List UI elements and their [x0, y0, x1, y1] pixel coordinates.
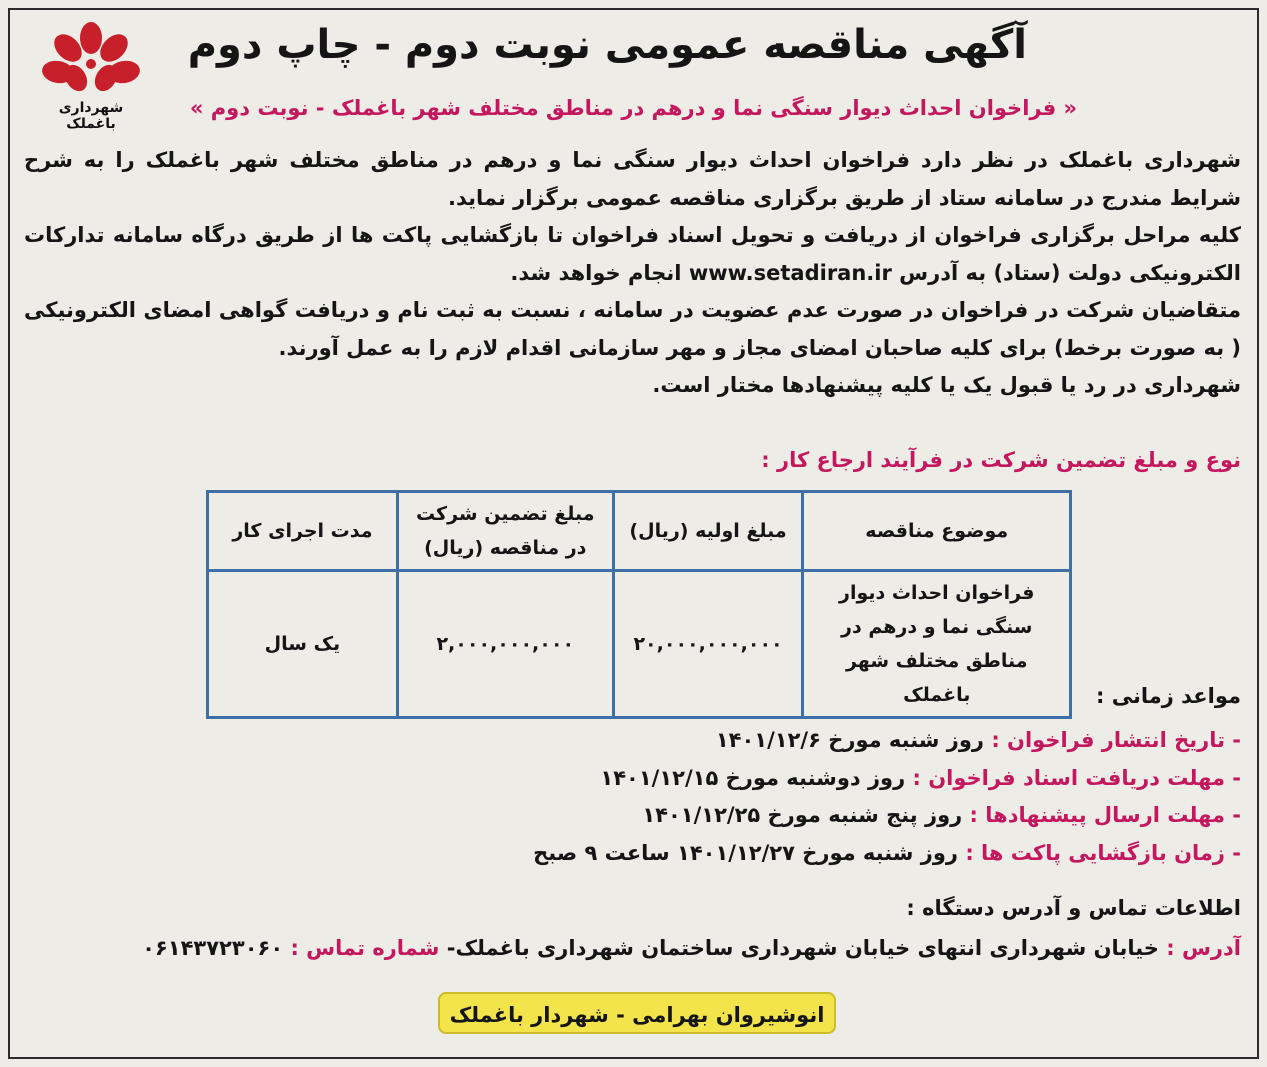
mayor-signature: انوشیروان بهرامی - شهردار باغملک — [438, 992, 836, 1034]
address-text: خیابان شهرداری انتهای خیابان شهرداری ساختمان شهرداری باغملک- — [446, 936, 1159, 960]
cell-guarantee-amount: ۲,۰۰۰,۰۰۰,۰۰۰ — [397, 571, 613, 718]
schedule-value: روز دوشنبه مورخ ۱۴۰۱/۱۲/۱۵ — [600, 765, 906, 790]
notice-title: آگهی مناقصه عمومی نوبت دوم - چاپ دوم — [187, 22, 1027, 68]
notice-body — [24, 142, 1241, 405]
procedure-text: کلیه مراحل برگزاری فراخوان از دریافت و تحویل اسناد فراخوان تا بازگشایی پاکت ها از طریق درگاه سامانه تدارکات الکترونیکی دولت (ستاد) به آدرس — [24, 223, 1241, 285]
logo-text: شهرداری باغملک — [58, 100, 124, 132]
cell-subject: فراخوان احداث دیوار سنگی نما و درهم در مناطق مختلف شهر باغملک — [803, 571, 1071, 718]
flower-emblem-icon — [36, 20, 146, 100]
schedule-list — [533, 722, 1241, 873]
tender-table — [206, 490, 1072, 719]
col-subject: موضوع مناقصه — [803, 492, 1071, 571]
col-initial-amount: مبلغ اولیه (ریال) — [613, 492, 803, 571]
contact-address-line — [142, 936, 1241, 960]
municipality-logo — [36, 20, 146, 132]
col-guarantee-amount: مبلغ تضمین شرکت در مناقصه (ریال) — [397, 492, 613, 571]
procedure-text-end: انجام خواهد شد. — [510, 260, 682, 285]
schedule-value: روز شنبه مورخ ۱۴۰۱/۱۲/۶ — [715, 728, 984, 752]
list-item — [533, 760, 1241, 798]
list-item — [533, 835, 1241, 873]
paragraph-rights: شهرداری در رد یا قبول یک یا کلیه پیشنهادها مختار است. — [652, 373, 1241, 397]
list-item — [533, 722, 1241, 760]
paragraph-registration: متقاضیان شرکت در فراخوان در صورت عدم عضویت در سامانه ، نسبت به ثبت نام و دریافت گواهی امضای الکترونیکی ( به صورت برخط) برای کلیه صاحبان امضای مجاز و مهر سازمانی اقدام لازم را به عمل آورند. — [24, 298, 1241, 360]
table-row — [208, 571, 1071, 718]
schedule-value: روز پنج شنبه مورخ ۱۴۰۱/۱۲/۲۵ — [642, 803, 963, 828]
guarantee-heading: نوع و مبلغ تضمین شرکت در فرآیند ارجاع کار : — [761, 448, 1241, 472]
schedule-value: روز شنبه مورخ ۱۴۰۱/۱۲/۲۷ ساعت ۹ صبح — [533, 841, 958, 866]
paragraph-announcement: شهرداری باغملک در نظر دارد فراخوان احداث دیوار سنگی نما و درهم در مناطق مختلف شهر باغملک را به شرح شرایط مندرج در سامانه ستاد از طریق برگزاری مناقصه عمومی برگزار نماید. — [24, 148, 1241, 210]
cell-duration: یک سال — [208, 571, 398, 718]
phone-label: شماره تماس : — [290, 936, 440, 960]
notice-subtitle: « فراخوان احداث دیوار سنگی نما و درهم در مناطق مختلف شهر باغملک - نوبت دوم » — [189, 96, 1078, 120]
schedule-label: - تاریخ انتشار فراخوان : — [991, 728, 1241, 752]
schedule-heading: مواعد زمانی : — [1096, 684, 1241, 708]
schedule-label: - مهلت دریافت اسناد فراخوان : — [912, 765, 1241, 790]
setad-url: www.setadiran.ir — [688, 260, 892, 285]
paragraph-procedure — [24, 217, 1241, 292]
col-duration: مدت اجرای کار — [208, 492, 398, 571]
cell-initial-amount: ۲۰,۰۰۰,۰۰۰,۰۰۰ — [613, 571, 803, 718]
table-header-row — [208, 492, 1071, 571]
schedule-label: - زمان بازگشایی پاکت ها : — [965, 841, 1241, 866]
address-label: آدرس : — [1166, 936, 1241, 960]
schedule-label: - مهلت ارسال پیشنهادها : — [969, 803, 1241, 828]
contact-heading: اطلاعات تماس و آدرس دستگاه : — [906, 896, 1241, 920]
phone-number: ۰۶۱۴۳۷۲۳۰۶۰ — [142, 936, 284, 960]
list-item — [533, 797, 1241, 835]
